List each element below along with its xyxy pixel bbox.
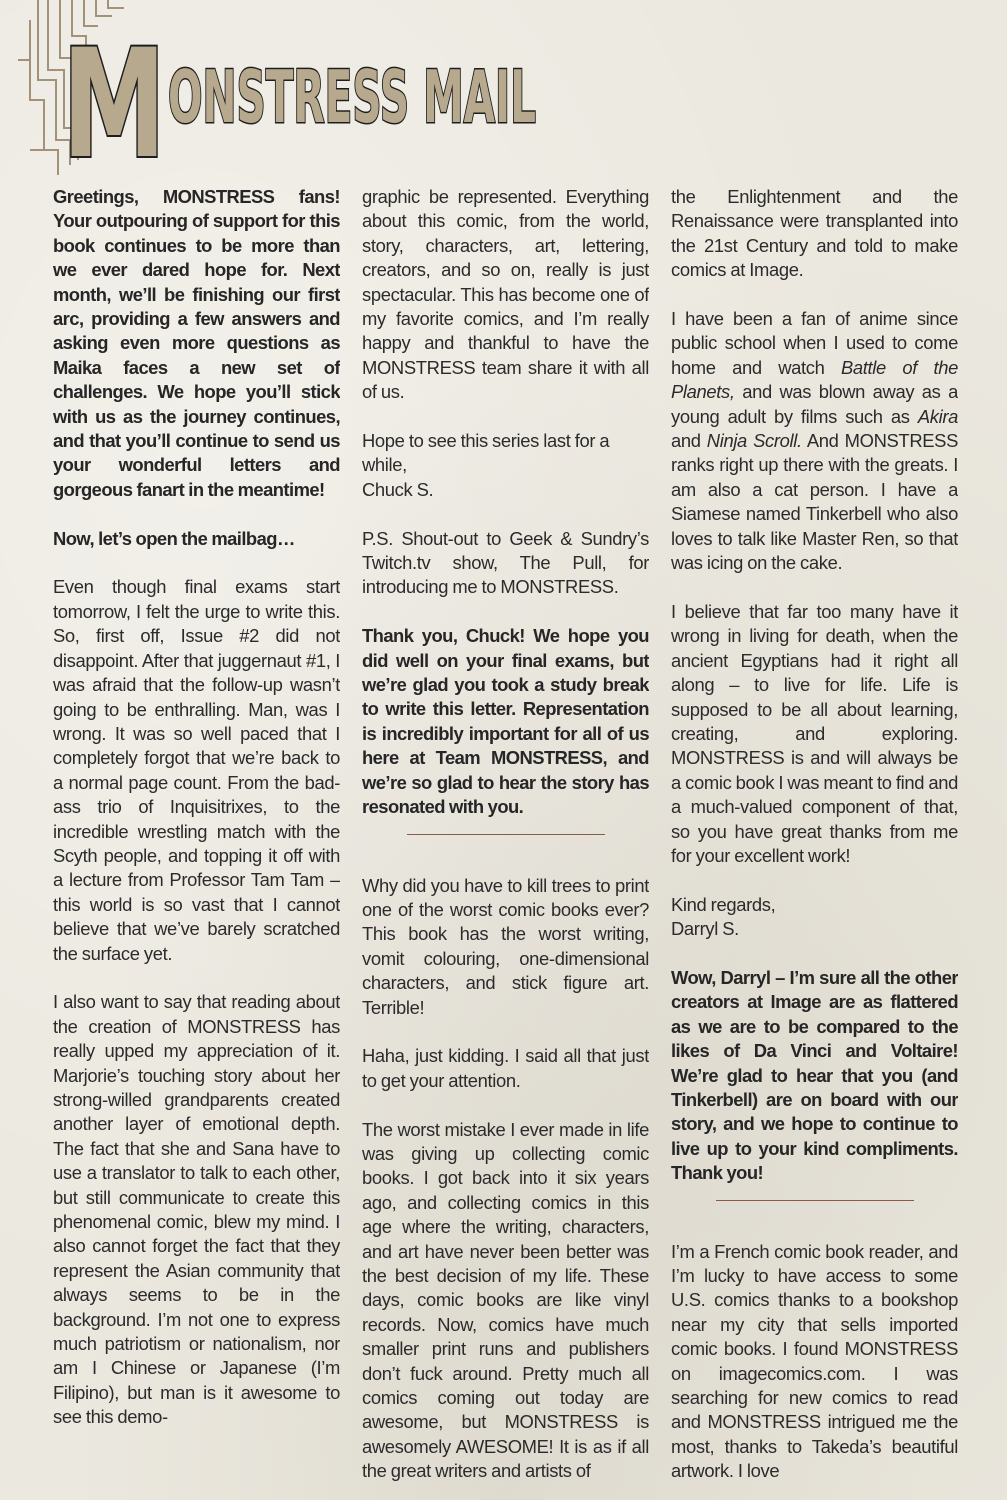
letter2-paragraph4 — [671, 307, 958, 575]
letter3-paragraph1: I’m a French comic book reader, and I’m lucky to have access to some U.S. comics thanks to a bookshop near my city that sells imported comic books. I found MONSTRESS on imagecomics.com. I was searching for new comics to read and MONSTRESS intrigued me the most, thanks to Takeda’s beautiful artwork. I love — [671, 1240, 958, 1482]
letter1-paragraph3: graphic be represented. Everything about this comic, from the world, story, characters, art, lettering, creators, and so on, really is just spectacular. This has become one of my favorite comics, and I’m really happy and thankful to have the MONSTRESS team share it with all of us. — [362, 186, 649, 403]
letter2-paragraph2: Haha, just kidding. I said all that just to get your attention. — [362, 1045, 649, 1091]
text-run: And MONSTRESS ranks right up there with the greats. I am also a cat person. I have a Siamese named Tinkerbell who also loves to talk like Master Ren, so that was icing on the cake. — [671, 430, 958, 574]
editorial-intro: Greetings, MONSTRESS fans! Your outpouring of support for this book continues to be more than we ever dared hope for. Next month, we’ll be finishing our first arc, providing a few answers and asking even more questions as Maika faces a new set of challenges. We hope you’ll stick with us as the journey continues, and that you’ll continue to send us your wonderful letters and gorgeous fanart in the meantime! — [53, 186, 340, 500]
page-header — [0, 0, 1007, 175]
column-2 — [362, 185, 649, 1497]
text-run: and was blown away as a young adult by films such as — [671, 381, 958, 427]
letter2-closing: Kind regards, — [671, 893, 776, 915]
letter2-paragraph3: The worst mistake I ever made in life was giving up collecting comic books. I got back into it six years ago, and collecting comics in this age where the writing, characters, and art have never been better was the best decision of my life. These days, comic books are like vinyl records. Now, comics have much smaller print runs and publishers don’t fuck around. Pretty much all comics coming out today are awesome, but MONSTRESS is awesomely AWESOME! It is as if all the great writers and artists of — [362, 1118, 649, 1482]
reply2: Wow, Darryl – I’m sure all the other creators at Image are as flattered as we are to be compared to the likes of Da Vinci and Voltaire! We’re glad to hear that you (and Tinkerbell) are on board with our story, and we hope to continue to live up to your kind compliments. Thank you! — [671, 966, 958, 1184]
monstress-mail-title-art — [0, 0, 1007, 175]
letter1-signature: Chuck S. — [362, 478, 434, 500]
column-3 — [671, 185, 958, 1497]
letter1-paragraph4: Hope to see this series last for a while, — [362, 430, 610, 476]
letter1-paragraph1: Even though final exams start tomorrow, I felt the urge to write this. So, first off, Issue #2 did not disappoint. After that juggernaut #1, I was afraid that the follow-up wasn’t going to be enthralling. Man, was I wrong. It was so well paced that I completely forgot that we’re back to a normal page count. From the bad-ass trio of Inquisitrixes, to the incredible wrestling match with the Scyth people, and topping it off with a lecture from Professor Tam Tam – this world is so vast that I cannot believe that we’ve barely scratched the surface yet. — [53, 576, 340, 964]
letters-columns — [53, 185, 959, 1497]
text-run: I have been a fan of anime since public school when I used to come home and watch — [671, 308, 958, 378]
letter1-paragraph2: I also want to say that reading about the creation of MONSTRESS has really upped my appreciation of it. Marjorie’s touching story about her strong-willed grandparents created another layer of emotional depth. The fact that she and Sana have to use a translator to talk to each other, but still communicate to create this phenomenal comic, blew my mind. I also cannot forget the fact that they represent the Asian community that always seems to be in the background. I’m not one to express much patriotism or nationalism, nor am I Chinese or Japanese (I’m Filipino), but man is it awesome to see this demo- — [53, 991, 340, 1428]
section-divider — [407, 834, 605, 835]
letter2-paragraph5: I believe that far too many have it wrong in living for death, when the ancient Egyptians had it right all along – to live for life. Life is supposed to be all about learning, creating, and exploring. MONSTRESS is and will always be a comic book I was meant to find and a much-valued component of that, so you have great thanks from me for your excellent work! — [671, 600, 958, 866]
letter2-paragraph3-continued: the Enlightenment and the Renaissance were transplanted into the 21st Century and told to make comics at Image. — [671, 186, 958, 281]
title-battle-of-the-planets: Battle of the Planets, — [671, 356, 958, 403]
title-rest: ONSTRESS MAIL — [168, 55, 536, 139]
text-run: and — [671, 430, 707, 452]
title-akira: Akira — [917, 405, 958, 427]
letter2-paragraph1: Why did you have to kill trees to print one of the worst comic books ever? This book has the worst writing, vomit colouring, one-dimensional characters, and stick figure art. Terrible! — [362, 874, 649, 1018]
reply1: Thank you, Chuck! We hope you did well on your final exams, but we’re glad you took a study break to write this letter. Representation is incredibly important for all of us here at Team MONSTRESS, and we’re so glad to hear the story has resonated with you. — [362, 625, 649, 818]
column-1 — [53, 185, 340, 1497]
title-ninja-scroll: Ninja Scroll. — [706, 430, 802, 452]
mailbag-heading: Now, let’s open the mailbag… — [53, 527, 295, 549]
letter2-signature: Darryl S. — [671, 918, 739, 940]
title-initial-m: M — [62, 18, 166, 175]
section-divider — [716, 1200, 914, 1201]
letter1-postscript: P.S. Shout-out to Geek & Sundry’s Twitch.tv show, The Pull, for introducing me to MONSTRESS. — [362, 527, 649, 598]
